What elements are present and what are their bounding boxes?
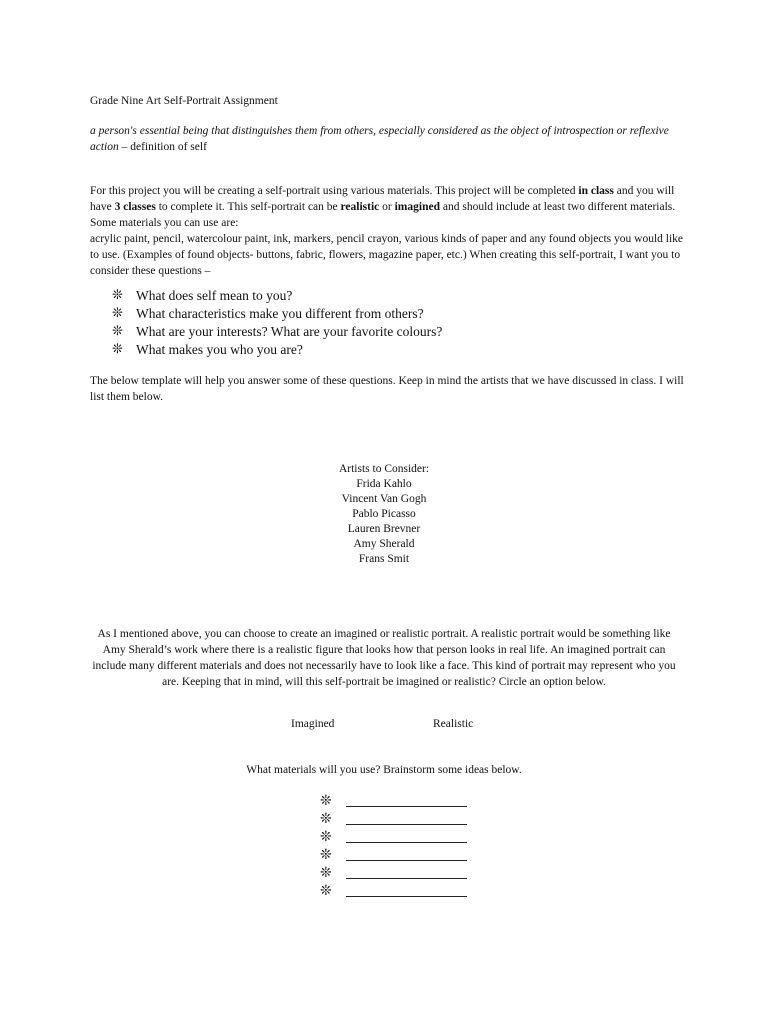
asterisk-bullet-icon: ❊ (320, 793, 332, 809)
materials-heading: Some materials you can use are: (90, 217, 239, 229)
project-intro (90, 183, 690, 279)
artist-name: Frans Smit (358, 553, 410, 565)
artists-list (234, 462, 534, 567)
blank-line (346, 848, 467, 861)
blank-line (346, 866, 467, 879)
intro-text: to complete it. This self-portrait can be (155, 201, 341, 213)
intro-bold-imagined: imagined (394, 201, 440, 213)
materials-question: What materials will you use? Brainstorm some ideas below. (246, 764, 522, 776)
intro-bold-realistic: realistic (340, 201, 380, 213)
brainstorm-item (320, 846, 467, 864)
question-item (112, 323, 442, 341)
intro-text: and should include at least two different materials. (439, 201, 676, 213)
intro-bold-in-class: in class (578, 185, 614, 197)
intro-text: For this project you will be creating a self-portrait using various materials. This project will be completed (90, 185, 579, 197)
question-item (112, 287, 442, 305)
option-imagined: Imagined (291, 718, 335, 730)
blank-line (346, 794, 467, 807)
artist-name: Frida Kahlo (356, 478, 412, 490)
blank-line (346, 812, 467, 825)
question-text: What does self mean to you? (136, 288, 293, 303)
asterisk-bullet-icon: ❊ (320, 811, 332, 827)
question-text: What are your interests? What are your favorite colours? (136, 324, 443, 339)
materials-list: acrylic paint, pencil, watercolour paint, ink, markers, pencil crayon, various kinds of paper and any found objects you would like to use. (Examples of found objects- buttons, fabric, flowers, magazine paper, etc.) When creating this self-portrait, I want you to consider these questions – (90, 233, 684, 277)
asterisk-bullet-icon: ❊ (320, 883, 332, 899)
brainstorm-item (320, 882, 467, 900)
intro-text: and you will have (90, 185, 675, 213)
asterisk-bullet-icon: ❊ (112, 306, 123, 321)
asterisk-bullet-icon: ❊ (112, 288, 123, 303)
template-note: The below template will help you answer some of these questions. Keep in mind the artists that we have discussed in class. I will list them below. (90, 375, 684, 403)
question-text: What makes you who you are? (136, 342, 303, 357)
question-list (112, 287, 442, 359)
brainstorm-lines (320, 792, 467, 900)
portrait-type-explanation: As I mentioned above, you can choose to create an imagined or realistic portrait. A realistic portrait would be something like Amy Sherald’s work where there is a realistic figure that looks how that person looks in real life. An imagined portrait can include many different materials and does not necessarily have to look like a face. This kind of portrait may represent who you are. Keeping that in mind, will this self-portrait be imagined or realistic? Circle an option below. (92, 628, 676, 688)
question-item (112, 341, 442, 359)
artist-name: Pablo Picasso (352, 508, 416, 520)
asterisk-bullet-icon: ❊ (320, 829, 332, 845)
blank-line (346, 830, 467, 843)
artist-name: Vincent Van Gogh (341, 493, 427, 505)
document-title: Grade Nine Art Self-Portrait Assignment (90, 95, 278, 107)
brainstorm-item (320, 828, 467, 846)
brainstorm-item (320, 810, 467, 828)
self-definition (90, 123, 690, 155)
brainstorm-item (320, 792, 467, 810)
artists-heading: Artists to Consider: (338, 463, 430, 475)
asterisk-bullet-icon: ❊ (112, 342, 123, 357)
asterisk-bullet-icon: ❊ (112, 324, 123, 339)
question-text: What characteristics make you different from others? (136, 306, 424, 321)
definition-attribution: – definition of self (118, 141, 207, 153)
artist-name: Amy Sherald (353, 538, 415, 550)
option-realistic: Realistic (433, 718, 474, 730)
blank-line (346, 884, 467, 897)
intro-bold-classes: 3 classes (114, 201, 156, 213)
intro-paragraph (90, 183, 690, 215)
artist-name: Lauren Brevner (347, 523, 421, 535)
definition-text: a person's essential being that distinguishes them from others, especially considered as the object of introspection or reflexive action (90, 125, 669, 153)
question-item (112, 305, 442, 323)
brainstorm-item (320, 864, 467, 882)
asterisk-bullet-icon: ❊ (320, 865, 332, 881)
intro-text: or (379, 201, 395, 213)
asterisk-bullet-icon: ❊ (320, 847, 332, 863)
